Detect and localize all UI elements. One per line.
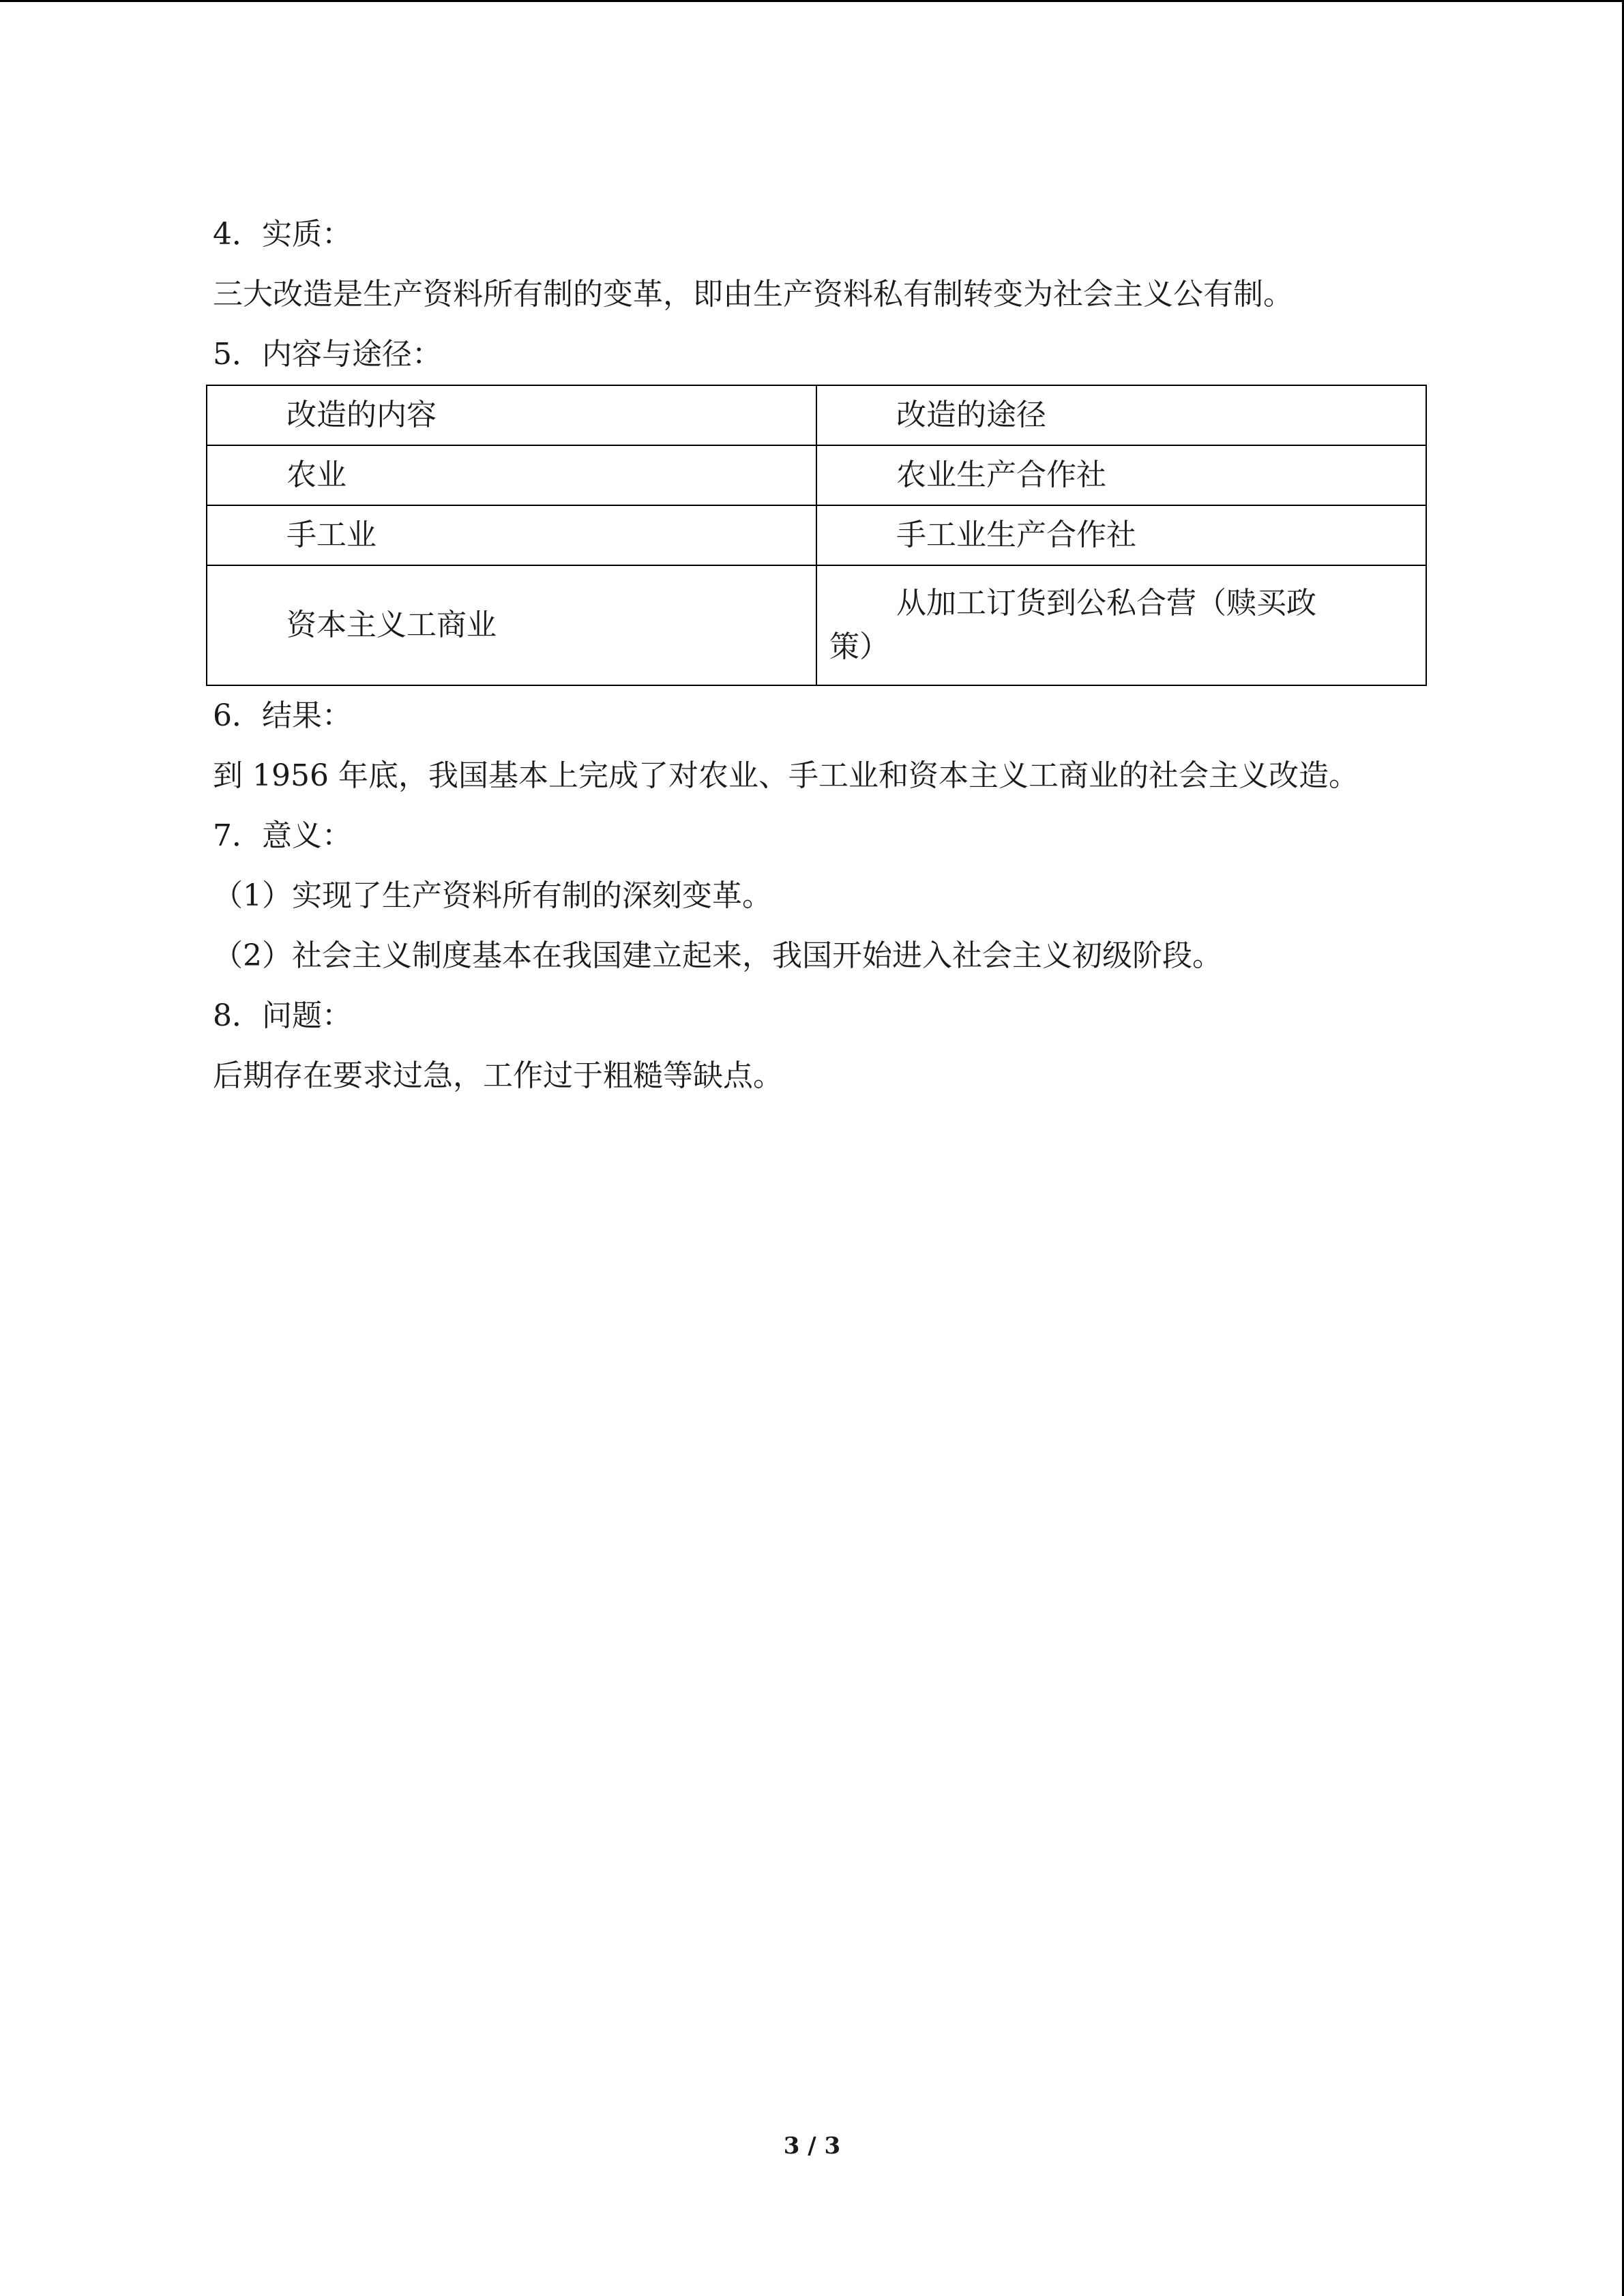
page-number: 3 / 3 [783, 2132, 841, 2160]
table-cell-line [829, 582, 1413, 625]
section-4-body: 三大改造是生产资料所有制的变革，即由生产资料私有制转变为社会主义公有制。 [213, 277, 1293, 312]
table-header-row [207, 385, 1426, 445]
section-7-item-2: （2）社会主义制度基本在我国建立起来，我国开始进入社会主义初级阶段。 [213, 938, 1222, 973]
table-cell: 农业 [207, 445, 816, 505]
table-cell-text: 手工业生产合作社 [896, 518, 1136, 552]
section-5-heading: 5．内容与途径： [213, 337, 442, 372]
table-cell: 资本主义工商业 [207, 565, 816, 685]
section-8-heading: 8．问题： [213, 998, 352, 1033]
document-body [213, 205, 1427, 1106]
table-cell [816, 445, 1426, 505]
table-header-cell [816, 385, 1426, 445]
table-cell-text: 从加工订货到公私合营（赎买政 [896, 586, 1316, 621]
section-6-heading: 6．结果： [213, 698, 352, 733]
section-6-body: 到 1956 年底，我国基本上完成了对农业、手工业和资本主义工商业的社会主义改造。 [213, 758, 1359, 793]
section-7-heading: 7．意义： [213, 818, 352, 853]
page-border-top [0, 0, 1624, 2]
section-7-item-1: （1）实现了生产资料所有制的深刻变革。 [213, 878, 772, 913]
section-8-body: 后期存在要求过急，工作过于粗糙等缺点。 [213, 1058, 783, 1093]
table-cell-text: 农业生产合作社 [896, 458, 1106, 492]
table-row [207, 445, 1426, 505]
section-4-heading: 4．实质： [213, 217, 352, 252]
table-cell-line: 策） [829, 629, 889, 664]
table-cell [816, 565, 1426, 685]
table-row [207, 565, 1426, 685]
transformation-table [206, 385, 1427, 686]
table-cell: 手工业 [207, 505, 816, 565]
table-header-cell: 改造的内容 [207, 385, 816, 445]
table-header-text: 改造的途径 [896, 398, 1046, 432]
table-cell [816, 505, 1426, 565]
table-row [207, 505, 1426, 565]
